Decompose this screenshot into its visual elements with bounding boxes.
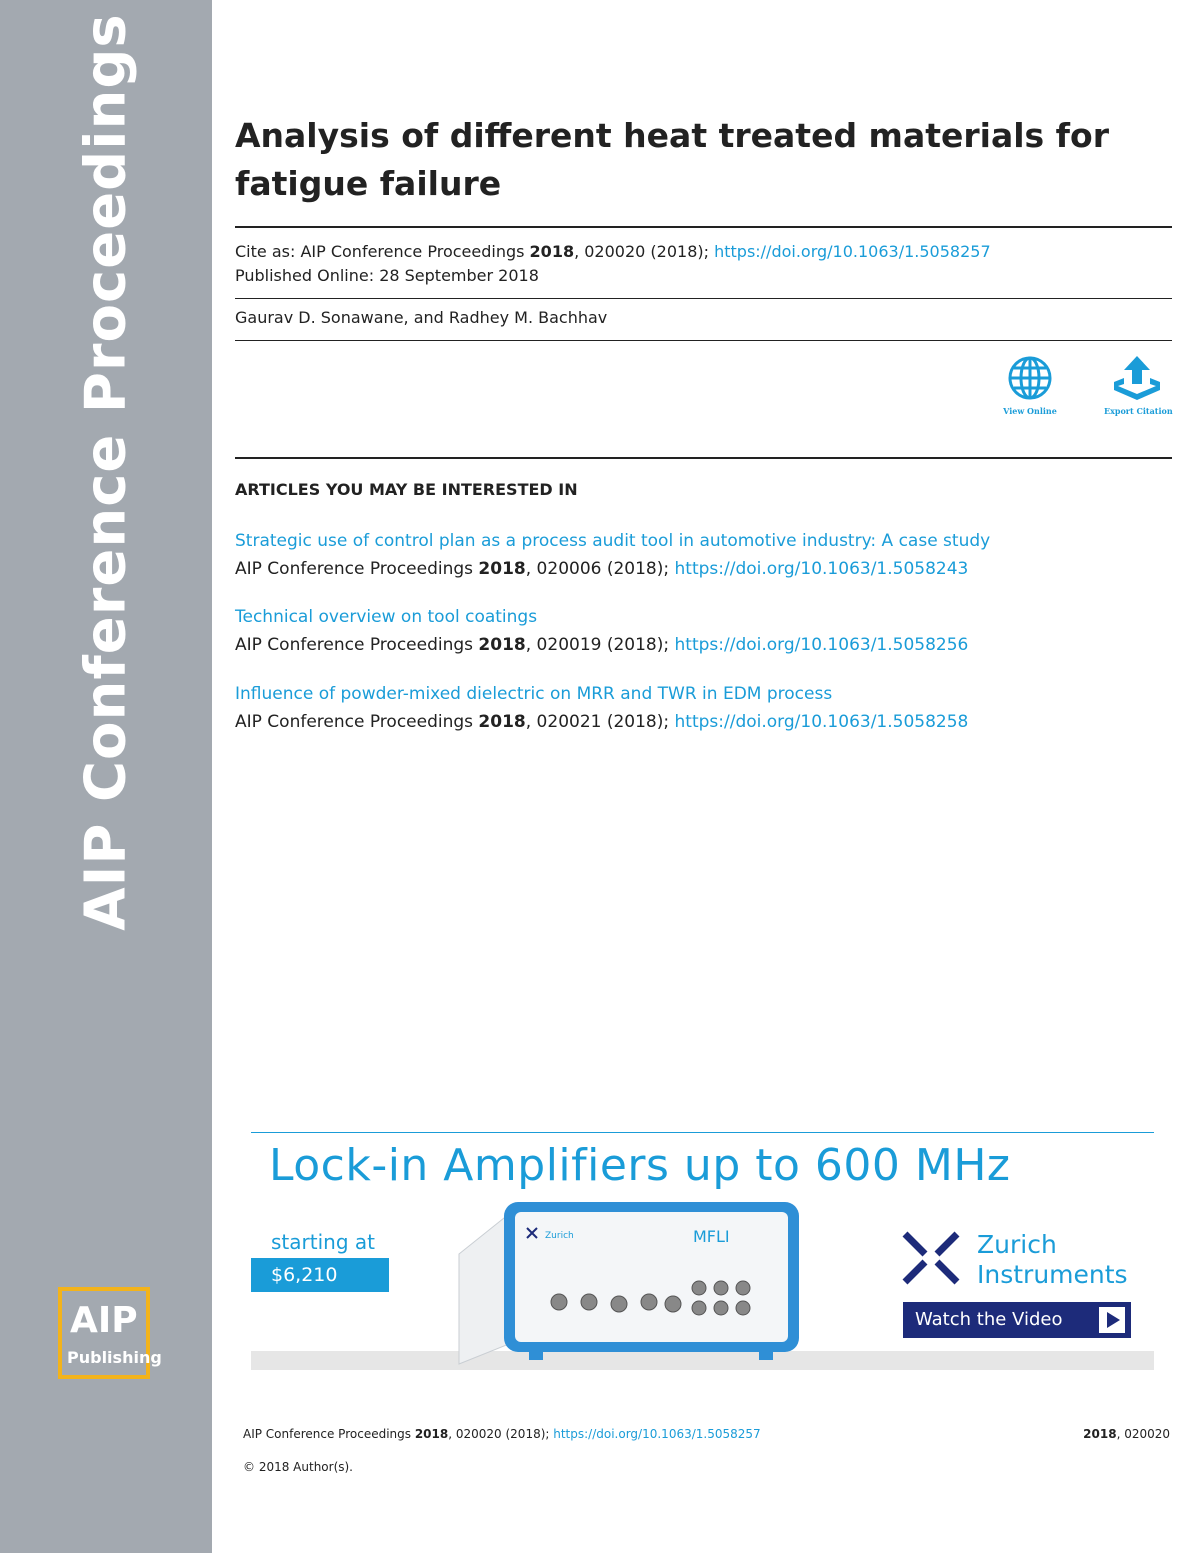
play-icon bbox=[1099, 1307, 1125, 1333]
cite-rest: , 020020 (2018); bbox=[448, 1427, 554, 1441]
export-citation-button[interactable] bbox=[1104, 354, 1173, 416]
cite-prefix: AIP Conference Proceedings bbox=[243, 1427, 415, 1441]
related-article-title[interactable]: Technical overview on tool coatings bbox=[235, 607, 538, 627]
related-article-cite bbox=[235, 631, 968, 659]
doi-link[interactable]: https://doi.org/10.1063/1.5058256 bbox=[674, 635, 969, 655]
doi-link[interactable]: https://doi.org/10.1063/1.5058257 bbox=[714, 242, 991, 261]
authors: Gaurav D. Sonawane, and Radhey M. Bachhav bbox=[235, 308, 608, 327]
cite-rest: , 020020 (2018); bbox=[574, 242, 715, 261]
doi-link[interactable]: https://doi.org/10.1063/1.5058258 bbox=[674, 712, 969, 732]
sidebar bbox=[0, 0, 212, 1553]
footer-article-number bbox=[1083, 1427, 1170, 1441]
zurich-instruments-logo-icon bbox=[901, 1230, 961, 1286]
ad-headline: Lock-in Amplifiers up to 600 MHz bbox=[269, 1140, 1011, 1191]
divider bbox=[235, 298, 1172, 299]
related-article-title[interactable]: Strategic use of control plan as a process audit tool in automotive industry: A case study bbox=[235, 531, 991, 551]
ad-price-badge: $6,210 bbox=[251, 1258, 389, 1292]
footer-number: , 020020 bbox=[1116, 1427, 1170, 1441]
journal-name: AIP Conference Proceedings bbox=[73, 13, 139, 931]
cite-rest: , 020021 (2018); bbox=[525, 712, 675, 732]
view-online-button[interactable] bbox=[1000, 354, 1060, 416]
ad-starting-at: starting at bbox=[271, 1230, 375, 1254]
logo-text-aip: AIP bbox=[70, 1300, 138, 1341]
related-article-cite bbox=[235, 555, 990, 583]
footer-year: 2018 bbox=[1083, 1427, 1117, 1441]
cite-year: 2018 bbox=[478, 559, 526, 579]
cite-year: 2018 bbox=[478, 635, 526, 655]
divider bbox=[235, 340, 1172, 341]
citation-block bbox=[235, 240, 991, 288]
export-citation-label: Export Citation bbox=[1104, 406, 1173, 416]
aip-publishing-logo[interactable] bbox=[58, 1287, 162, 1379]
cite-prefix: AIP Conference Proceedings bbox=[235, 559, 479, 579]
cite-prefix: AIP Conference Proceedings bbox=[235, 635, 479, 655]
divider bbox=[235, 457, 1172, 459]
cite-year: 2018 bbox=[478, 712, 526, 732]
lock-in-amplifier-image bbox=[449, 1194, 809, 1370]
watch-video-button[interactable] bbox=[903, 1302, 1131, 1338]
advertisement-banner[interactable] bbox=[251, 1132, 1154, 1370]
related-article-cite bbox=[235, 708, 968, 736]
copyright: © 2018 Author(s). bbox=[243, 1460, 353, 1474]
footer-doi-link[interactable]: https://doi.org/10.1063/1.5058257 bbox=[553, 1427, 761, 1441]
cite-rest: , 020019 (2018); bbox=[525, 635, 675, 655]
brand-line-1: Zurich bbox=[977, 1230, 1057, 1259]
related-article bbox=[235, 527, 990, 583]
doi-link[interactable]: https://doi.org/10.1063/1.5058243 bbox=[674, 559, 969, 579]
ad-top-rule bbox=[251, 1132, 1154, 1133]
published-date: Published Online: 28 September 2018 bbox=[235, 266, 539, 285]
cite-rest: , 020006 (2018); bbox=[525, 559, 675, 579]
divider bbox=[235, 226, 1172, 228]
cite-year: 2018 bbox=[529, 242, 575, 261]
logo-text-publishing: Publishing bbox=[67, 1348, 162, 1367]
related-article-title[interactable]: Influence of powder-mixed dielectric on MRR and TWR in EDM process bbox=[235, 684, 833, 704]
zurich-instruments-name bbox=[977, 1230, 1128, 1290]
brand-line-2: Instruments bbox=[977, 1260, 1128, 1289]
watch-video-label: Watch the Video bbox=[915, 1309, 1063, 1330]
related-article bbox=[235, 603, 968, 659]
view-online-label: View Online bbox=[1003, 406, 1057, 416]
cite-year: 2018 bbox=[414, 1427, 449, 1441]
footer-citation bbox=[243, 1427, 761, 1441]
related-heading: ARTICLES YOU MAY BE INTERESTED IN bbox=[235, 480, 578, 499]
cite-prefix: Cite as: AIP Conference Proceedings bbox=[235, 242, 530, 261]
article-title: Analysis of different heat treated materials for fatigue failure bbox=[235, 116, 1109, 203]
device-model-text: MFLI bbox=[693, 1227, 730, 1246]
cite-prefix: AIP Conference Proceedings bbox=[235, 712, 479, 732]
related-article bbox=[235, 680, 968, 736]
cite-line bbox=[235, 240, 991, 264]
globe-icon bbox=[1006, 354, 1054, 402]
export-icon bbox=[1110, 354, 1164, 402]
device-brand-text: Zurich bbox=[545, 1231, 574, 1241]
